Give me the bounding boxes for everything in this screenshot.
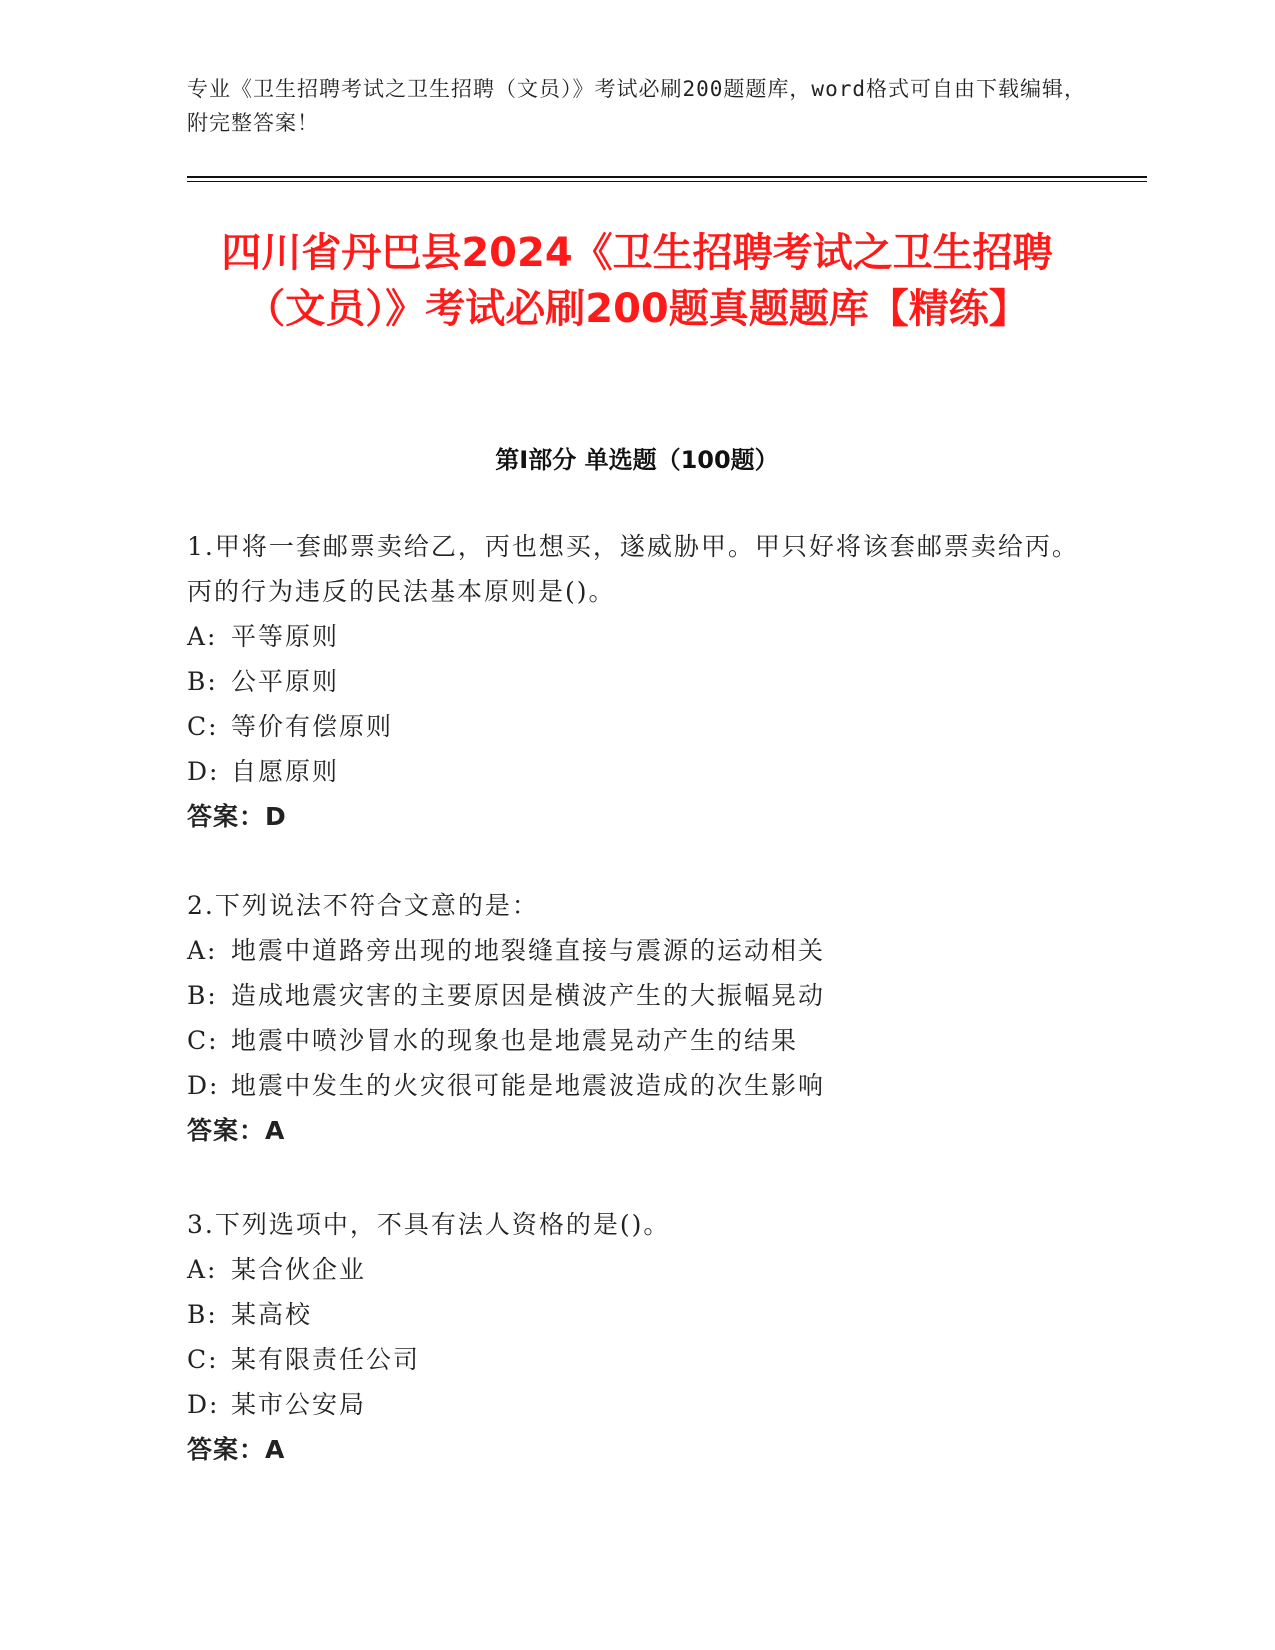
- header-divider-thin: [187, 181, 1147, 182]
- option-d: [187, 1063, 1087, 1108]
- option-b: [187, 1292, 1087, 1337]
- option-c: [187, 704, 1087, 749]
- option-text: 某有限责任公司: [231, 1345, 421, 1374]
- header-divider-thick: [187, 176, 1147, 178]
- option-c: [187, 1337, 1087, 1382]
- option-text: 地震中喷沙冒水的现象也是地震晃动产生的结果: [231, 1026, 799, 1055]
- document-title: 四川省丹巴县2024《卫生招聘考试之卫生招聘（文员）》考试必刷200题真题题库【精练】: [221, 230, 1053, 332]
- option-text: 自愿原则: [231, 757, 340, 786]
- question-stem: 1.甲将一套邮票卖给乙，丙也想买，遂威胁甲。甲只好将该套邮票卖给丙。丙的行为违反的民法基本原则是()。: [187, 532, 1079, 606]
- question-stem: 3.下列选项中，不具有法人资格的是()。: [187, 1210, 671, 1239]
- option-text: 等价有偿原则: [231, 712, 394, 741]
- option-key: D:: [187, 757, 220, 786]
- option-key: C:: [187, 712, 219, 741]
- option-key: C:: [187, 1345, 219, 1374]
- intro-text: 专业《卫生招聘考试之卫生招聘（文员）》考试必刷200题题库，word格式可自由下载编辑，附完整答案！: [187, 77, 1086, 135]
- question-block: [187, 883, 1087, 1153]
- option-b: [187, 973, 1087, 1018]
- question-block: [187, 524, 1087, 839]
- option-text: 公平原则: [231, 667, 340, 696]
- question-stem: 2.下列说法不符合文意的是：: [187, 891, 539, 920]
- option-key: D:: [187, 1390, 220, 1419]
- option-text: 平等原则: [231, 622, 340, 651]
- answer-line: 答案：A: [187, 1116, 286, 1145]
- option-key: A:: [187, 936, 218, 965]
- option-text: 地震中道路旁出现的地裂缝直接与震源的运动相关: [231, 936, 826, 965]
- option-text: 地震中发生的火灾很可能是地震波造成的次生影响: [231, 1071, 826, 1100]
- option-text: 某市公安局: [231, 1390, 367, 1419]
- option-a: [187, 614, 1087, 659]
- option-key: D:: [187, 1071, 220, 1100]
- option-text: 某高校: [231, 1300, 313, 1329]
- option-d: [187, 1382, 1087, 1427]
- section-heading: 第I部分 单选题（100题）: [495, 446, 779, 474]
- option-key: B:: [187, 1300, 218, 1329]
- option-key: A:: [187, 622, 218, 651]
- answer-line: 答案：D: [187, 802, 287, 831]
- question-block: [187, 1202, 1087, 1472]
- answer-line: 答案：A: [187, 1435, 286, 1464]
- option-b: [187, 659, 1087, 704]
- option-key: B:: [187, 667, 218, 696]
- option-key: C:: [187, 1026, 219, 1055]
- option-a: [187, 928, 1087, 973]
- option-a: [187, 1247, 1087, 1292]
- option-text: 某合伙企业: [231, 1255, 367, 1284]
- option-key: A:: [187, 1255, 218, 1284]
- option-key: B:: [187, 981, 218, 1010]
- option-c: [187, 1018, 1087, 1063]
- option-text: 造成地震灾害的主要原因是横波产生的大振幅晃动: [231, 981, 826, 1010]
- option-d: [187, 749, 1087, 794]
